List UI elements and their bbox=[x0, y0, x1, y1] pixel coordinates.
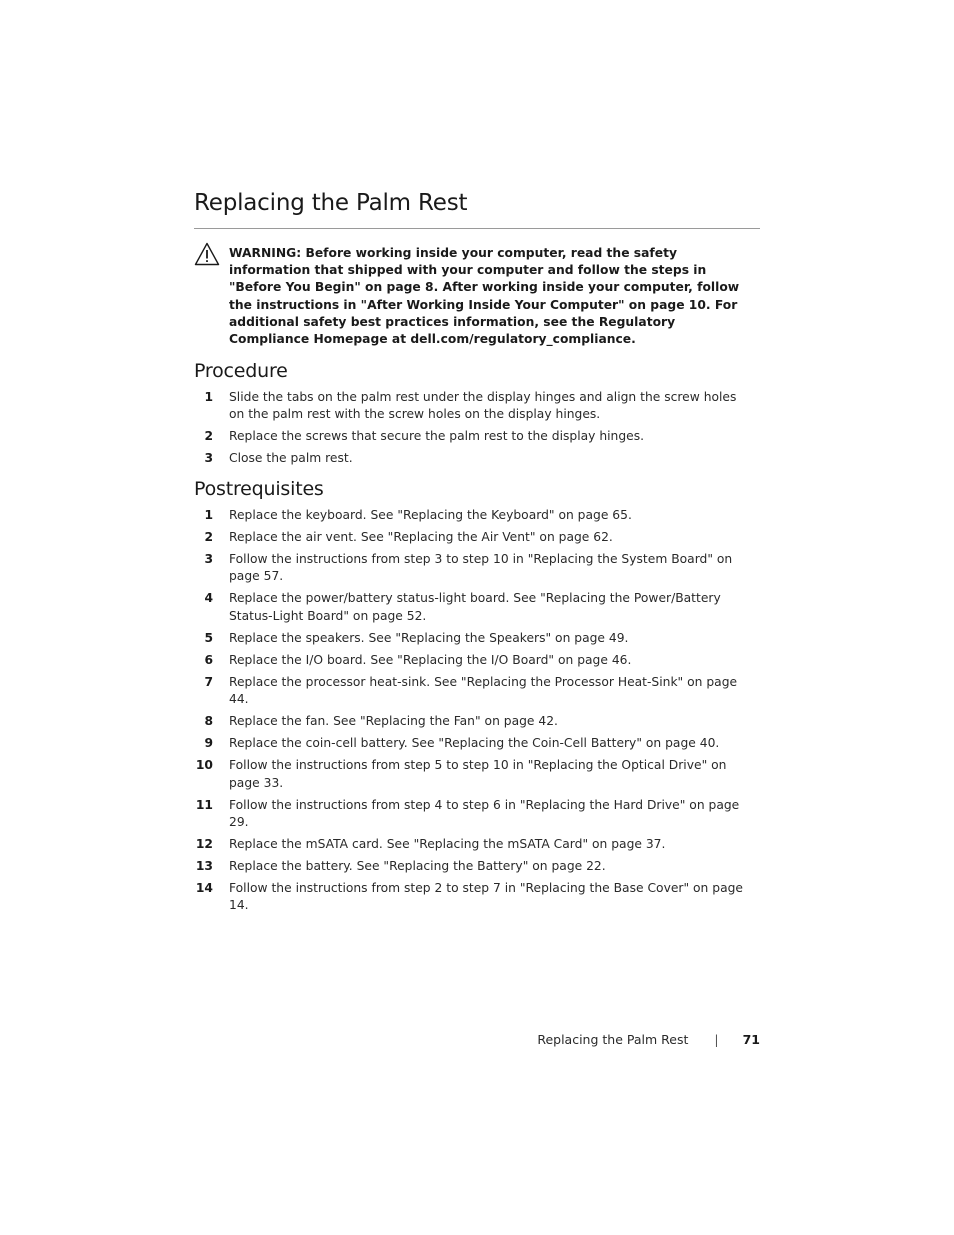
footer-separator: | bbox=[714, 1032, 719, 1047]
step-text: Replace the keyboard. See "Replacing the Keyboard" on page 65. bbox=[229, 508, 632, 522]
postrequisite-step bbox=[194, 836, 754, 853]
postrequisite-step bbox=[194, 507, 754, 524]
postrequisite-step bbox=[194, 630, 754, 647]
postrequisite-step bbox=[194, 713, 754, 730]
warning-text: WARNING: Before working inside your computer, read the safety information that shipped with your computer and follow the steps in "Before You Begin" on page 8. After working inside your computer, follow the instructions in "After Working Inside Your Computer" on page 10. For additional safety best practices information, see the Regulatory Compliance Homepage at dell.com/regulatory_compliance. bbox=[229, 246, 740, 347]
step-number: 8 bbox=[204, 714, 213, 729]
postrequisite-step bbox=[194, 880, 754, 915]
procedure-steps bbox=[194, 389, 754, 472]
step-number: 2 bbox=[204, 530, 213, 544]
procedure-step bbox=[194, 389, 754, 424]
step-number: 2 bbox=[204, 429, 213, 444]
procedure-step bbox=[194, 428, 754, 445]
page-footer bbox=[537, 1032, 760, 1047]
step-number: 11 bbox=[195, 797, 213, 812]
warning-triangle-icon bbox=[194, 242, 220, 266]
step-text: Replace the speakers. See "Replacing the Speakers" on page 49. bbox=[229, 630, 629, 645]
step-number: 3 bbox=[204, 451, 213, 466]
step-text: Follow the instructions from step 2 to step 7 in "Replacing the Base Cover" on page 14. bbox=[229, 881, 743, 913]
step-text: Close the palm rest. bbox=[229, 451, 353, 466]
postrequisite-step bbox=[194, 858, 754, 875]
postrequisites-steps bbox=[194, 507, 754, 919]
step-number: 1 bbox=[204, 508, 213, 522]
postrequisite-step bbox=[194, 674, 754, 709]
step-text: Replace the power/battery status-light board. See "Replacing the Power/Battery Status-Light Board" on page 52. bbox=[229, 591, 721, 623]
postrequisite-step bbox=[194, 735, 754, 752]
step-text: Replace the air vent. See "Replacing the Air Vent" on page 62. bbox=[229, 530, 613, 544]
step-text: Replace the battery. See "Replacing the Battery" on page 22. bbox=[229, 859, 606, 874]
postrequisite-step bbox=[194, 590, 754, 625]
step-text: Follow the instructions from step 3 to step 10 in "Replacing the System Board" on page 57. bbox=[229, 552, 733, 584]
step-text: Follow the instructions from step 4 to step 6 in "Replacing the Hard Drive" on page 29. bbox=[229, 797, 740, 830]
title-divider bbox=[194, 228, 760, 229]
step-number: 5 bbox=[204, 630, 213, 645]
step-number: 12 bbox=[195, 837, 213, 852]
step-text: Replace the mSATA card. See "Replacing the mSATA Card" on page 37. bbox=[229, 837, 666, 852]
postrequisite-step bbox=[194, 757, 754, 792]
page-title: Replacing the Palm Rest bbox=[194, 190, 468, 216]
postrequisite-step bbox=[194, 529, 754, 546]
step-text: Replace the screws that secure the palm rest to the display hinges. bbox=[229, 429, 645, 444]
step-text: Replace the coin-cell battery. See "Replacing the Coin-Cell Battery" on page 40. bbox=[229, 736, 720, 751]
procedure-step bbox=[194, 450, 754, 467]
footer-section-title: Replacing the Palm Rest bbox=[537, 1032, 689, 1047]
postrequisite-step bbox=[194, 551, 754, 586]
step-number: 4 bbox=[204, 591, 213, 606]
step-text: Replace the fan. See "Replacing the Fan" on page 42. bbox=[229, 714, 558, 729]
step-number: 9 bbox=[204, 736, 213, 751]
step-number: 7 bbox=[204, 674, 213, 689]
step-text: Replace the I/O board. See "Replacing the I/O Board" on page 46. bbox=[229, 652, 632, 667]
postrequisite-step bbox=[194, 652, 754, 669]
step-number: 13 bbox=[195, 859, 213, 874]
step-number: 10 bbox=[195, 758, 213, 773]
step-text: Replace the processor heat-sink. See "Replacing the Processor Heat-Sink" on page 44. bbox=[229, 674, 738, 707]
procedure-heading: Procedure bbox=[194, 360, 288, 382]
step-text: Follow the instructions from step 5 to step 10 in "Replacing the Optical Drive" on page 33. bbox=[229, 758, 727, 790]
step-text: Slide the tabs on the palm rest under the display hinges and align the screw holes on the palm rest with the screw holes on the display hinges. bbox=[229, 390, 737, 422]
step-number: 6 bbox=[204, 652, 213, 667]
step-number: 3 bbox=[204, 552, 213, 566]
step-number: 1 bbox=[204, 390, 213, 404]
postrequisites-heading: Postrequisites bbox=[194, 478, 324, 500]
page-number: 71 bbox=[742, 1032, 760, 1047]
postrequisite-step bbox=[194, 797, 754, 832]
step-number: 14 bbox=[195, 881, 213, 896]
